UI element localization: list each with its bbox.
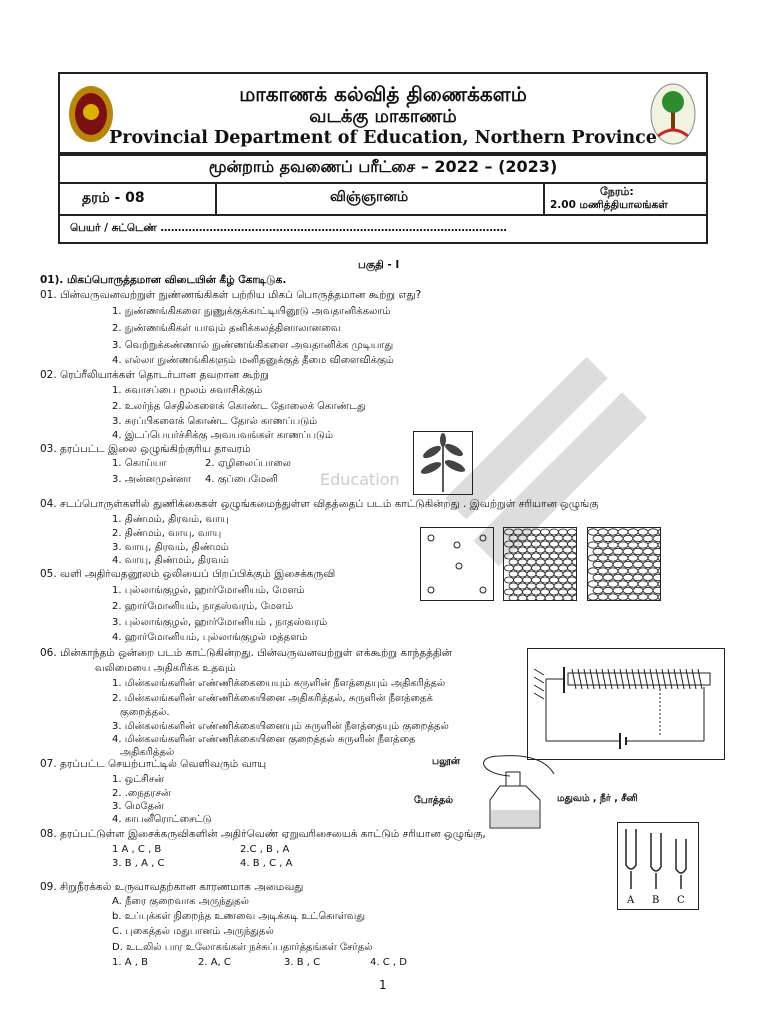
divider <box>215 184 217 214</box>
particle <box>527 583 536 589</box>
particle <box>598 529 608 535</box>
particle <box>545 559 554 565</box>
particle <box>653 587 660 593</box>
particle <box>514 541 523 547</box>
coil-turn <box>698 669 702 689</box>
q9-option-3[interactable]: 3. B , C <box>284 957 321 968</box>
particle <box>628 542 638 548</box>
particle <box>541 565 550 571</box>
particle <box>638 581 648 587</box>
particle <box>608 581 618 587</box>
particle <box>572 583 576 589</box>
particle <box>523 541 532 547</box>
coil-turn <box>596 669 600 689</box>
coil-turn <box>578 669 582 689</box>
particle <box>545 583 554 589</box>
particle <box>536 571 545 577</box>
particle <box>593 574 603 580</box>
tuning-forks-figure <box>617 822 699 910</box>
particle <box>633 587 643 593</box>
particle <box>572 547 576 553</box>
particle <box>618 542 628 548</box>
particle <box>563 559 572 565</box>
q9-option-1[interactable]: 1. A , B <box>112 957 148 968</box>
particle <box>505 577 514 583</box>
particle <box>598 555 608 561</box>
particle <box>518 559 527 565</box>
q2-option-2[interactable]: 2. உலர்ந்த செதில்களைக் கொண்ட தோலைக் கொண்டது <box>112 401 366 412</box>
q8-option-4[interactable]: 4. B , C , A <box>240 858 293 869</box>
particle <box>588 581 598 587</box>
particle <box>658 581 660 587</box>
particle <box>613 587 623 593</box>
particle <box>509 583 518 589</box>
particle <box>523 529 532 535</box>
particle <box>536 547 545 553</box>
particle <box>550 577 559 583</box>
q1-option-4[interactable]: 4. எல்லா நுண்ணங்கிகளும் மனிதனுக்குத் தீமை விளைவிக்கும் <box>112 355 394 366</box>
particle <box>658 555 660 561</box>
balloon-label: பலூன் <box>432 756 460 767</box>
q4-option-2[interactable]: 2. திண்மம், வாயு, வாயு <box>112 528 222 539</box>
q8-option-3[interactable]: 3. B , A , C <box>112 858 165 869</box>
particle <box>603 548 613 554</box>
particle <box>568 589 577 595</box>
particle <box>541 589 550 595</box>
particle <box>572 595 576 600</box>
particle <box>588 594 598 600</box>
particle <box>648 568 658 574</box>
particle <box>545 535 554 541</box>
particle <box>638 529 648 535</box>
time-label: நேரம்: <box>600 185 634 198</box>
particle <box>648 542 658 548</box>
particle <box>623 587 633 593</box>
q7-option-3[interactable]: 3. மெதேன் <box>112 801 164 812</box>
particle <box>541 529 550 535</box>
q8-option-1[interactable]: 1 A , C , B <box>112 844 162 855</box>
header-title-ta-1: மாகாணக் கல்வித் திணைக்களம் <box>239 82 527 106</box>
q6-option-4[interactable]: 4. மின்கலங்களின் எண்ணிக்கையினை குறைத்தல் சுருளின் நீளத்தை <box>112 734 416 745</box>
particle <box>532 565 541 571</box>
particle <box>509 535 518 541</box>
particle <box>532 577 541 583</box>
q5-option-1[interactable]: 1. புல்லாங்குழல், ஹார்மோனியம், மேளம் <box>112 585 305 596</box>
coil-turn <box>668 669 672 689</box>
particle <box>514 589 523 595</box>
question-4: 04. சடப்பொருள்களில் துணிக்கைகள் ஒழுங்கமைந்துள்ள விதத்தைப் படம் காட்டுகின்றது . இவற்றுள் சரியான ஒழுங்கு <box>40 498 599 510</box>
coil-turn <box>602 669 606 689</box>
particle-figure-gas <box>420 527 494 601</box>
particle <box>554 595 563 600</box>
particle <box>563 535 572 541</box>
grade-row <box>58 182 708 216</box>
particle <box>593 561 603 567</box>
q1-option-1[interactable]: 1. நுண்ணங்கிகளை நுணுக்குக்காட்டியினூடு அவதானிக்கலாம் <box>112 306 391 317</box>
particle <box>613 561 623 567</box>
particle <box>653 535 660 541</box>
coil-turn <box>608 669 612 689</box>
coil-turn <box>650 669 654 689</box>
particle <box>509 547 518 553</box>
particle <box>541 577 550 583</box>
particle <box>527 535 536 541</box>
particle <box>623 574 633 580</box>
part-label: பகுதி - I <box>358 259 400 271</box>
particle <box>628 529 638 535</box>
particle <box>618 555 628 561</box>
exam-title: மூன்றாம் தவணைப் பரீட்சை – 2022 – (2023) <box>208 157 558 176</box>
particle <box>643 548 653 554</box>
particle <box>536 595 545 600</box>
q9-option-2[interactable]: 2. A, C <box>198 957 231 968</box>
coil-turn <box>656 669 660 689</box>
mixture-label: மதுவம் , நீர் , சீனி <box>557 793 638 804</box>
particle <box>568 529 577 535</box>
fork-label-c: C <box>677 895 685 906</box>
particle <box>559 589 568 595</box>
particle <box>613 535 623 541</box>
particle <box>608 568 618 574</box>
question-7: 07. தரப்பட்ட செயற்பாட்டில் வெளிவரும் வாயு <box>40 758 267 770</box>
particle <box>550 589 559 595</box>
particle <box>532 553 541 559</box>
coil-turn <box>572 669 576 689</box>
name-row <box>58 214 708 244</box>
particle <box>628 555 638 561</box>
particle <box>568 553 577 559</box>
particle <box>550 565 559 571</box>
particle <box>536 583 545 589</box>
q2-option-4[interactable]: 4. இடப்பெயர்ச்சிக்கு அவயவங்கள் காணப்படும் <box>112 430 334 441</box>
particle <box>648 581 658 587</box>
particle <box>523 553 532 559</box>
particle <box>559 541 568 547</box>
particle <box>638 555 648 561</box>
q3-option-1[interactable]: 1. கொய்யா <box>112 458 167 469</box>
particle <box>638 542 648 548</box>
particle <box>559 529 568 535</box>
particle <box>563 595 572 600</box>
q4-option-4[interactable]: 4. வாயு, திண்மம், திரவம் <box>112 555 229 566</box>
particle <box>623 548 633 554</box>
particle <box>658 542 660 548</box>
q3-option-2[interactable]: 2. ஏழிலைப்பாலை <box>205 458 291 469</box>
particle-figure-solid <box>503 527 577 601</box>
q4-option-3[interactable]: 3. வாயு, திரவம், திண்மம் <box>112 542 229 553</box>
particle <box>545 547 554 553</box>
particle <box>554 583 563 589</box>
particle <box>643 535 653 541</box>
q6-option-3[interactable]: 3. மின்கலங்களின் எண்ணிக்கையினையும் சுருளின் நீளத்தையும் குறைத்தல் <box>112 721 449 732</box>
question-3: 03. தரப்பட்ட இலை ஒழுங்கிற்குரிய தாவரம் <box>40 443 251 455</box>
particle <box>518 595 527 600</box>
particle <box>598 542 608 548</box>
particle <box>536 535 545 541</box>
particle <box>643 574 653 580</box>
particle <box>532 589 541 595</box>
coil-turn <box>632 669 636 689</box>
particle <box>633 561 643 567</box>
particle <box>613 548 623 554</box>
particle <box>593 587 603 593</box>
page-number: 1 <box>379 978 387 992</box>
header-title-en: Provincial Department of Education, Northern Province <box>109 128 657 148</box>
q5-option-3[interactable]: 3. புல்லாங்குழல், ஹார்மோனியம் , நாதஸ்வரம் <box>112 617 328 628</box>
question-2: 02. ரெப்ரீலியாக்கள் தொடர்பான தவறான கூற்று <box>40 369 269 381</box>
particle <box>603 561 613 567</box>
watermark: Education <box>320 470 400 489</box>
particle <box>623 535 633 541</box>
particle <box>505 541 514 547</box>
particle <box>658 529 660 535</box>
particle <box>638 568 648 574</box>
coil-turn <box>638 669 642 689</box>
particle <box>518 547 527 553</box>
particle <box>550 541 559 547</box>
particle <box>623 561 633 567</box>
particle <box>505 589 514 595</box>
q1-option-2[interactable]: 2. நுண்ணங்கிகள் யாவும் தனிக்கலத்தினாலானவை <box>112 323 341 334</box>
particle <box>598 594 608 600</box>
grade: தரம் - 08 <box>82 190 145 206</box>
particle <box>653 574 660 580</box>
particle <box>593 548 603 554</box>
particle <box>588 542 598 548</box>
particle <box>633 548 643 554</box>
q5-option-4[interactable]: 4. ஹார்மோனியம், புல்லாங்குழல் மத்தளம் <box>112 632 308 643</box>
particle <box>523 589 532 595</box>
leaf-arrangement-figure <box>413 431 473 495</box>
particle <box>514 553 523 559</box>
particle <box>527 559 536 565</box>
particle <box>598 568 608 574</box>
particle <box>572 535 576 541</box>
particle <box>628 581 638 587</box>
q6-option-2-cont: குறைத்தல். <box>120 707 170 718</box>
q6-option-4-cont: அதிகரித்தல் <box>120 747 175 758</box>
particle <box>518 583 527 589</box>
q9-statement-b: b. உப்புக்கள் நிறைந்த உணவை அடிக்கடி உட்கொள்வது <box>112 911 366 922</box>
fermentation-figure <box>470 752 580 832</box>
particle <box>608 529 618 535</box>
particle <box>541 553 550 559</box>
particle <box>648 555 658 561</box>
particle <box>554 571 563 577</box>
q8-option-2[interactable]: 2.C , B , A <box>240 844 290 855</box>
particle <box>568 577 577 583</box>
particle <box>648 594 658 600</box>
q7-option-2[interactable]: 2. .நைதரசன் <box>112 788 171 799</box>
electromagnet-figure <box>527 648 725 760</box>
particle <box>509 559 518 565</box>
particle <box>618 568 628 574</box>
question-6: 06. மின்காந்தம் ஒன்றை படம் காட்டுகின்றது. பின்வருவனவற்றுள் எக்கூற்று காந்தத்தின் <box>40 647 452 659</box>
particle <box>532 529 541 535</box>
particle <box>598 581 608 587</box>
particle <box>527 571 536 577</box>
question-9: 09. சிறுநீரக்கல் உருவாவதற்கான காரணமாக அமைவது <box>40 881 304 893</box>
q7-option-4[interactable]: 4. காபனீரொட்சைட்டு <box>112 814 212 825</box>
particle <box>518 571 527 577</box>
particle <box>514 529 523 535</box>
coil-turn <box>674 669 678 689</box>
particle <box>532 541 541 547</box>
time-value: 2.00 மணித்தியாலங்கள் <box>550 199 668 211</box>
particle <box>608 542 618 548</box>
divider <box>543 184 545 214</box>
particle <box>554 535 563 541</box>
particle <box>618 529 628 535</box>
coil-turn <box>614 669 618 689</box>
question-1: 01. பின்வருவனவற்றுள் நுண்ணங்கிகள் பற்றிய மிகப் பொருத்தமான கூற்று எது? <box>40 289 422 301</box>
particle <box>618 594 628 600</box>
coil-turn <box>662 669 666 689</box>
particle <box>550 529 559 535</box>
q7-option-1[interactable]: 1. ஒட்சிசன் <box>112 774 165 785</box>
particle <box>554 559 563 565</box>
particle <box>628 594 638 600</box>
coil-turn <box>590 669 594 689</box>
q1-option-3[interactable]: 3. வெற்றுக்கண்ணால் நுண்ணங்கிகளை அவதானிக்க முடியாது <box>112 340 394 351</box>
particle <box>563 583 572 589</box>
particle <box>527 547 536 553</box>
coil-turn <box>644 669 648 689</box>
header-title-ta-2: வடக்கு மாகாணம் <box>309 106 457 127</box>
particle <box>518 535 527 541</box>
particle <box>643 587 653 593</box>
particle <box>628 568 638 574</box>
instruction: 01). மிகப்பொருத்தமான விடையின் கீழ் கோடிடுக. <box>40 274 287 286</box>
particle <box>603 535 613 541</box>
question-8: 08. தரப்பட்டுள்ள இசைக்கருவிகளின் அதிர்வெண் ஏறுவரிசையைக் காட்டும் சரியான ஒழுங்கு, <box>40 828 486 840</box>
particle <box>568 541 577 547</box>
particle <box>541 541 550 547</box>
particle <box>527 595 536 600</box>
particle <box>509 595 518 600</box>
particle <box>572 571 576 577</box>
particle <box>568 565 577 571</box>
particle <box>559 577 568 583</box>
particle <box>550 553 559 559</box>
q3-option-3[interactable]: 3. அன்னமுன்னா <box>112 474 191 485</box>
particle <box>633 535 643 541</box>
particle <box>643 561 653 567</box>
q9-statement-c: C. புகைத்தல் மதுபானம் அருந்துதல் <box>112 926 274 937</box>
particle <box>633 574 643 580</box>
q2-option-3[interactable]: 3. சுரப்பிகளைக் கொண்ட தோல் காணப்படும் <box>112 416 318 427</box>
particle <box>523 577 532 583</box>
particle <box>559 553 568 559</box>
q2-option-1[interactable]: 1. சுவாசப்பை மூலம் சுவாசிக்கும் <box>112 385 263 396</box>
header-box <box>58 72 708 156</box>
q9-option-4[interactable]: 4. C , D <box>370 957 407 968</box>
particle <box>563 571 572 577</box>
particle <box>514 577 523 583</box>
particle <box>608 555 618 561</box>
particle <box>514 565 523 571</box>
particle <box>648 529 658 535</box>
particle <box>658 568 660 574</box>
coil-turn <box>584 669 588 689</box>
coil-turn <box>692 669 696 689</box>
q3-option-4[interactable]: 4. குப்பைமேனி <box>205 474 279 485</box>
particle <box>658 594 660 600</box>
particle-figure-liquid <box>587 527 661 601</box>
name-field: பெயர் / சுட்டெண் ……………………………………………………………………………………… <box>70 222 507 234</box>
q9-statement-a: A. நீரை குறைவாக அருந்துதல் <box>112 896 249 907</box>
particle <box>523 565 532 571</box>
particle <box>559 565 568 571</box>
fork-label-b: B <box>652 895 660 906</box>
coil-turn <box>686 669 690 689</box>
particle <box>613 574 623 580</box>
particle <box>509 571 518 577</box>
q9-statement-d: D. உடலில் பார உலோகங்கள் நச்சுப்பதார்த்தங்கள் சேர்தல் <box>112 942 373 953</box>
particle <box>608 594 618 600</box>
coil-turn <box>680 669 684 689</box>
particle <box>554 547 563 553</box>
particle <box>603 574 613 580</box>
question-5: 05. வளி அதிர்வதனூலம் ஒலியைப் பிறப்பிக்கும் இசைக்கருவி <box>40 568 336 580</box>
particle <box>618 581 628 587</box>
coil-turn <box>626 669 630 689</box>
particle <box>588 555 598 561</box>
particle <box>588 568 598 574</box>
particle <box>603 587 613 593</box>
particle <box>563 547 572 553</box>
q4-option-1[interactable]: 1. திண்மம், திரவம், வாயு <box>112 514 229 525</box>
particle <box>638 594 648 600</box>
exam-title-box <box>58 152 708 184</box>
particle <box>545 595 554 600</box>
particle <box>505 553 514 559</box>
coil-turn <box>620 669 624 689</box>
subject: விஞ்ஞானம் <box>330 189 409 205</box>
particle <box>545 571 554 577</box>
particle <box>536 559 545 565</box>
particle <box>593 535 603 541</box>
particle <box>505 565 514 571</box>
q6-option-1[interactable]: 1. மின்கலங்களின் எண்ணிக்கையையும் சுருளின் நீளத்தையும் அதிகரித்தல் <box>112 678 446 689</box>
particle <box>653 561 660 567</box>
q6-option-2[interactable]: 2. மின்கலங்களின் எண்ணிக்கையினை அதிகரித்தல், சுருளின் நீளத்தைக் <box>112 693 433 704</box>
fork-label-a: A <box>627 895 635 906</box>
particle <box>588 529 598 535</box>
q5-option-2[interactable]: 2. ஹார்மோனியம், நாதஸ்வரம், மேளம் <box>112 601 293 612</box>
particle <box>653 548 660 554</box>
question-6-line-2: வலிமையை அதிகரிக்க உதவும் <box>95 663 236 674</box>
particle <box>572 559 576 565</box>
particle <box>505 529 514 535</box>
bottle-label: போத்தல் <box>414 795 454 806</box>
